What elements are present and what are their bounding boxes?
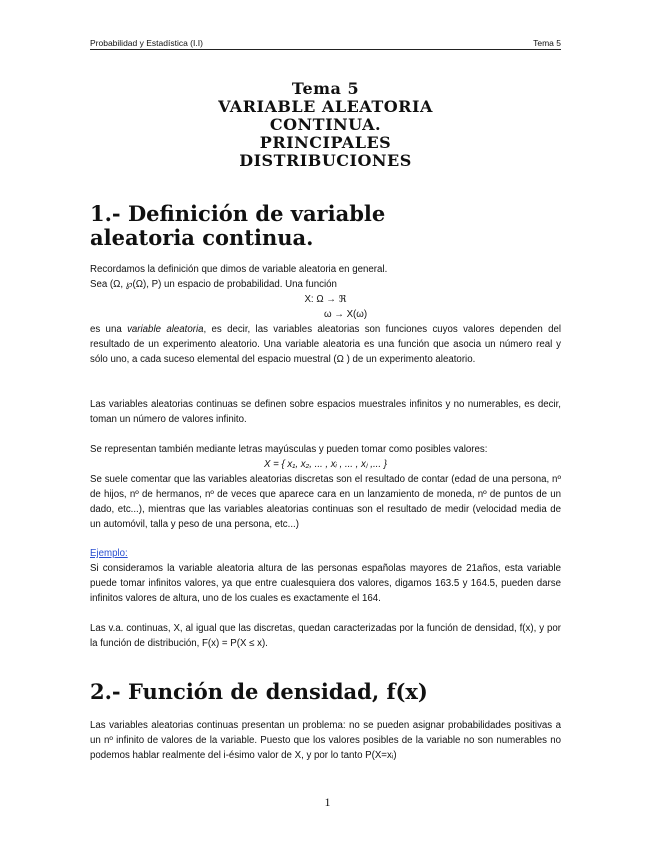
section-1-heading [90,202,385,250]
paragraph-random-variable-definition [90,322,561,367]
paragraph-density-intro: Las variables aleatorias continuas presentan un problema: no se pueden asignar probabilidades positivas a un nº infinito de valores de la variable. Puesto que los valores posibles de la variable no son numerables no podemos hablar realmente del i-ésimo valor de X, y por lo tanto P(X=xᵢ) [90,720,561,761]
formula-function-map: X: Ω → ℜ [304,294,347,305]
paragraph-probability-space: Sea (Ω, ℘(Ω), P) un espacio de probabilidad. Una función [90,279,337,290]
p3-text-c: , es decir, las variables aleatorias son funciones cuyos valores dependen del resultado de un experimento aleatorio. Una variable aleatoria es una función que asocia un número real y sólo uno, a cada suceso elemental del espacio muestral (Ω ) de un experimento aleatorio. [90,324,562,365]
paragraph-characterization: Las v.a. continuas, X, al igual que las discretas, quedan caracterizadas por la función de densidad, f(x), y por la función de distribución, F(x) = P(X ≤ x). [90,623,561,649]
title-line-3: CONTINUA. [269,115,382,134]
section-2-heading: 2.- Función de densidad, f(x) [90,679,428,704]
running-header [90,38,561,50]
title-line-2: VARIABLE ALEATORIA [218,97,433,116]
example-link[interactable]: Ejemplo: [90,548,128,559]
title-line-1: Tema 5 [291,79,360,98]
paragraph-representation: Se representan también mediante letras mayúsculas y pueden tomar como posibles valores: [90,444,488,455]
p3-text-a: es una [90,324,128,335]
paragraph-discrete-vs-continuous: Se suele comentar que las variables aleatorias discretas son el resultado de contar (edad de una persona, nº de hijos, nº de hermanos, nº de veces que aparece cara en un lanzamiento de moneda, nº de puntos de un dado, etc...), mientras que las variables aleatorias continuas son el resultado de medir (velocidad media de un automóvil, talla y peso de una persona, etc...) [90,474,561,530]
document-title [90,80,561,170]
paragraph-example: Si consideramos la variable aleatoria altura de las personas españolas mayores de 21años, esta variable puede tomar infinitos valores, ya que entre cualesquiera dos valores, digamos 163.5 y 164.5, pueden darse infinitos valores de altura, uno de los cuales es exactamente el 164. [90,563,561,604]
formula-values-set: X = { x₁, x₂, ... , xᵢ , ... , xⱼ ,... } [264,459,387,470]
section-1-heading-line-1: 1.- Definición de variable [90,201,386,226]
section-1-heading-line-2: aleatoria continua. [90,225,314,250]
title-line-5: DISTRIBUCIONES [239,151,412,170]
paragraph-definition-intro: Recordamos la definición que dimos de variable aleatoria en general. [90,264,388,275]
header-topic: Tema 5 [533,38,561,48]
paragraph-continuous-definition: Las variables aleatorias continuas se definen sobre espacios muestrales infinitos y no numerables, es decir, toman un número de valores infinito. [90,399,561,425]
formula-omega-map: ω → X(ω) [323,309,368,320]
header-course: Probabilidad y Estadística (I.I) [90,38,203,48]
title-line-4: PRINCIPALES [259,133,392,152]
p3-term-italic: variable aleatoria [127,324,204,335]
example-label-container [90,546,561,561]
page-number: 1 [324,795,331,809]
